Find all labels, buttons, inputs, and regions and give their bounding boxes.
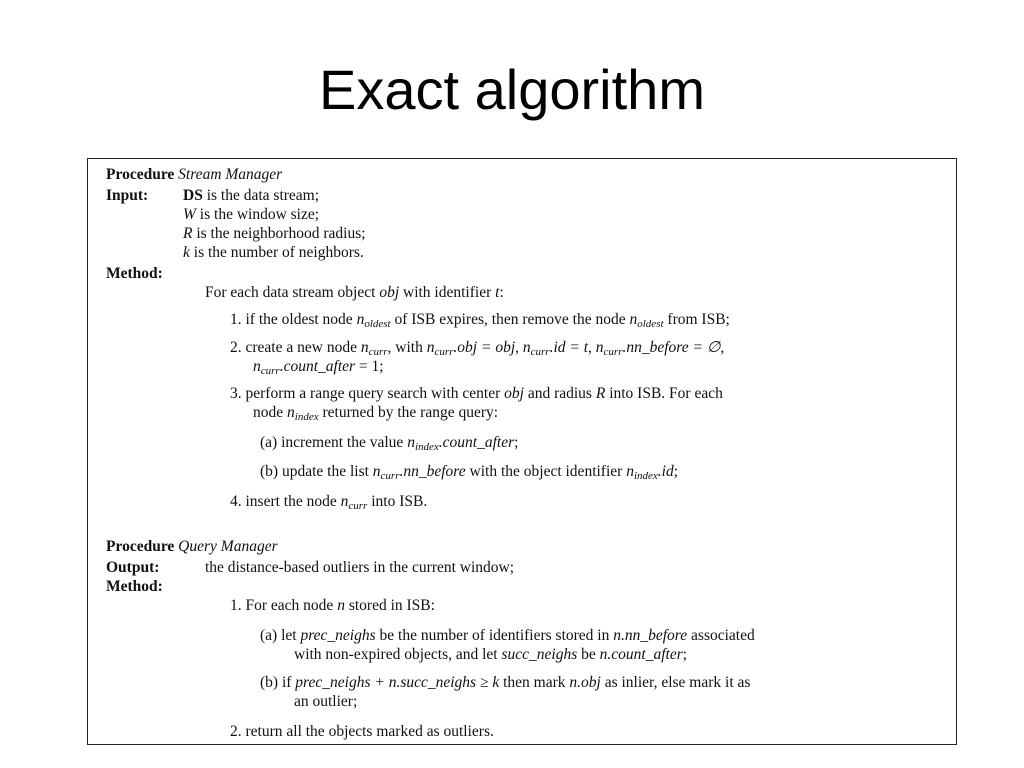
- node-var: n: [522, 339, 531, 356]
- proc1-method-keyword: Method:: [106, 265, 163, 282]
- be-text: be: [581, 646, 596, 663]
- node-var: n: [407, 434, 415, 451]
- step1: [230, 310, 730, 330]
- node-var: n: [360, 339, 369, 356]
- node-sub: curr: [530, 346, 550, 358]
- node-sub: index: [414, 441, 439, 453]
- q-step2-text: return all the objects marked as outliers.: [245, 723, 494, 740]
- node-sub: curr: [260, 365, 280, 377]
- proc1-name: Stream Manager: [178, 166, 283, 183]
- node-sub: curr: [434, 346, 454, 358]
- succ-neighs-var: succ_neighs: [501, 646, 578, 663]
- countafter-field: .count_after: [279, 358, 356, 375]
- proc2-heading: [106, 537, 278, 557]
- with-text: with: [395, 339, 423, 356]
- nnbefore-field: n.nn_before: [613, 627, 688, 644]
- foreach-t: t: [495, 284, 500, 301]
- input-keyword: Input:: [106, 187, 149, 204]
- countafter-field: n.count_after: [599, 646, 683, 663]
- step3b-text-b: with the object identifier: [469, 463, 623, 480]
- step2-text: create a new node: [245, 339, 357, 356]
- node-var: n: [626, 463, 634, 480]
- proc2-method-keyword: Method:: [106, 578, 163, 595]
- node-sub: curr: [368, 346, 388, 358]
- step3a: [260, 433, 518, 453]
- foreach-line: [205, 283, 504, 303]
- let-text: let: [281, 627, 297, 644]
- q-step1b-text-c: as inlier, else mark it as: [604, 674, 751, 691]
- step-number: 1.: [230, 597, 242, 614]
- node-var: n: [287, 404, 295, 421]
- k-symbol: k: [183, 244, 190, 261]
- input-ds: [183, 186, 319, 206]
- proc2-keyword: Procedure: [106, 538, 175, 555]
- step-number: 1.: [230, 311, 242, 328]
- node-var: n: [595, 339, 604, 356]
- sub-step-label: (a): [260, 434, 278, 451]
- k-desc: is the number of neighbors.: [193, 244, 364, 261]
- nobj-field: n.obj: [569, 674, 601, 691]
- node-var: n: [629, 311, 638, 328]
- sub-step-label: (b): [260, 674, 279, 691]
- foreach-end: :: [499, 284, 504, 301]
- inlier-condition: prec_neighs + n.succ_neighs ≥ k: [295, 674, 500, 691]
- id-assign: .id = t,: [549, 339, 592, 356]
- sub-step-label: (a): [260, 627, 278, 644]
- q-step1-text-b: stored in ISB:: [348, 597, 435, 614]
- step3-line1: [230, 384, 723, 404]
- semicolon: ;: [682, 646, 688, 663]
- sub-step-label: (b): [260, 463, 279, 480]
- node-sub: curr: [348, 500, 368, 512]
- foreach-mid: with identifier: [403, 284, 492, 301]
- if-text: if: [281, 674, 292, 691]
- algorithm-box: [87, 158, 957, 745]
- r-desc: is the neighborhood radius;: [196, 225, 366, 242]
- node-sub: index: [294, 411, 319, 423]
- node-var: n: [253, 358, 261, 375]
- input-w: [183, 205, 319, 225]
- nnbefore-assign: .nn_before = ∅,: [622, 339, 725, 356]
- q-step1: [230, 596, 435, 616]
- step1-text-b: of ISB expires, then remove the node: [394, 311, 626, 328]
- q-step1a-line2: [294, 645, 687, 665]
- proc2-name: Query Manager: [178, 538, 278, 555]
- step3-text-d: node: [253, 404, 284, 421]
- step3b: [260, 462, 678, 482]
- step3b-text-a: update the list: [281, 463, 369, 480]
- slide-title: Exact algorithm: [319, 58, 705, 121]
- proc1-heading: [106, 165, 282, 185]
- input-k: [183, 243, 364, 263]
- step3a-text: increment the value: [281, 434, 404, 451]
- step3-text-b: and radius: [527, 385, 592, 402]
- nnbefore-field: .nn_before: [399, 463, 466, 480]
- output-text: the distance-based outliers in the current window;: [205, 559, 515, 576]
- step-number: 2.: [230, 339, 242, 356]
- obj-var: obj: [504, 385, 524, 402]
- ds-symbol: DS: [183, 187, 203, 204]
- step3-text-a: perform a range query search with center: [245, 385, 501, 402]
- proc1-keyword: Procedure: [106, 166, 175, 183]
- step2-line2: [253, 357, 384, 377]
- q-step2: [230, 722, 494, 742]
- w-desc: is the window size;: [199, 206, 320, 223]
- semicolon: ;: [673, 463, 679, 480]
- node-var: n: [426, 339, 435, 356]
- step3-line2: [253, 403, 498, 423]
- q-step1a-text-d: with non-expired objects, and let: [294, 646, 498, 663]
- r-var: R: [595, 385, 606, 402]
- node-var: n: [356, 311, 365, 328]
- ds-desc: is the data stream;: [206, 187, 320, 204]
- step-number: 3.: [230, 385, 242, 402]
- q-step1a-line1: [260, 626, 755, 646]
- countafter-value: = 1;: [355, 358, 384, 375]
- step1-text-a: if the oldest node: [245, 311, 353, 328]
- q-step1a-text-b: be the number of identifiers stored in: [379, 627, 610, 644]
- r-symbol: R: [183, 225, 193, 242]
- associated-text: associated: [691, 627, 755, 644]
- q-step1b-line2: an outlier;: [294, 693, 358, 710]
- node-var: n: [337, 597, 345, 614]
- q-step1b-line1: [260, 673, 750, 693]
- foreach-text: For each data stream object: [205, 284, 376, 301]
- w-symbol: W: [183, 206, 196, 223]
- node-sub: curr: [603, 346, 623, 358]
- comma: ,: [387, 339, 392, 356]
- foreach-obj: obj: [379, 284, 400, 301]
- step4: [230, 492, 427, 512]
- step-number: 4.: [230, 493, 242, 510]
- prec-neighs-var: prec_neighs: [300, 627, 376, 644]
- node-var: n: [340, 493, 349, 510]
- step3-text-c: into ISB. For each: [609, 385, 723, 402]
- step4-text-b: into ISB.: [371, 493, 428, 510]
- id-field: .id: [657, 463, 674, 480]
- step3-text-e: returned by the range query:: [322, 404, 499, 421]
- step4-text-a: insert the node: [245, 493, 337, 510]
- node-sub: oldest: [364, 318, 391, 330]
- node-var: n: [372, 463, 381, 480]
- node-sub: index: [633, 470, 658, 482]
- node-sub: oldest: [637, 318, 664, 330]
- obj-assign: .obj = obj,: [453, 339, 519, 356]
- countafter-field: .count_after: [438, 434, 515, 451]
- step2-line1: [230, 338, 724, 358]
- input-r: [183, 224, 366, 244]
- q-step1-text-a: For each node: [245, 597, 334, 614]
- then-text: then mark: [503, 674, 566, 691]
- output-keyword: Output:: [106, 559, 160, 576]
- semicolon: ;: [514, 434, 519, 451]
- node-sub: curr: [380, 470, 400, 482]
- step1-text-c: from ISB;: [667, 311, 730, 328]
- step-number: 2.: [230, 723, 242, 740]
